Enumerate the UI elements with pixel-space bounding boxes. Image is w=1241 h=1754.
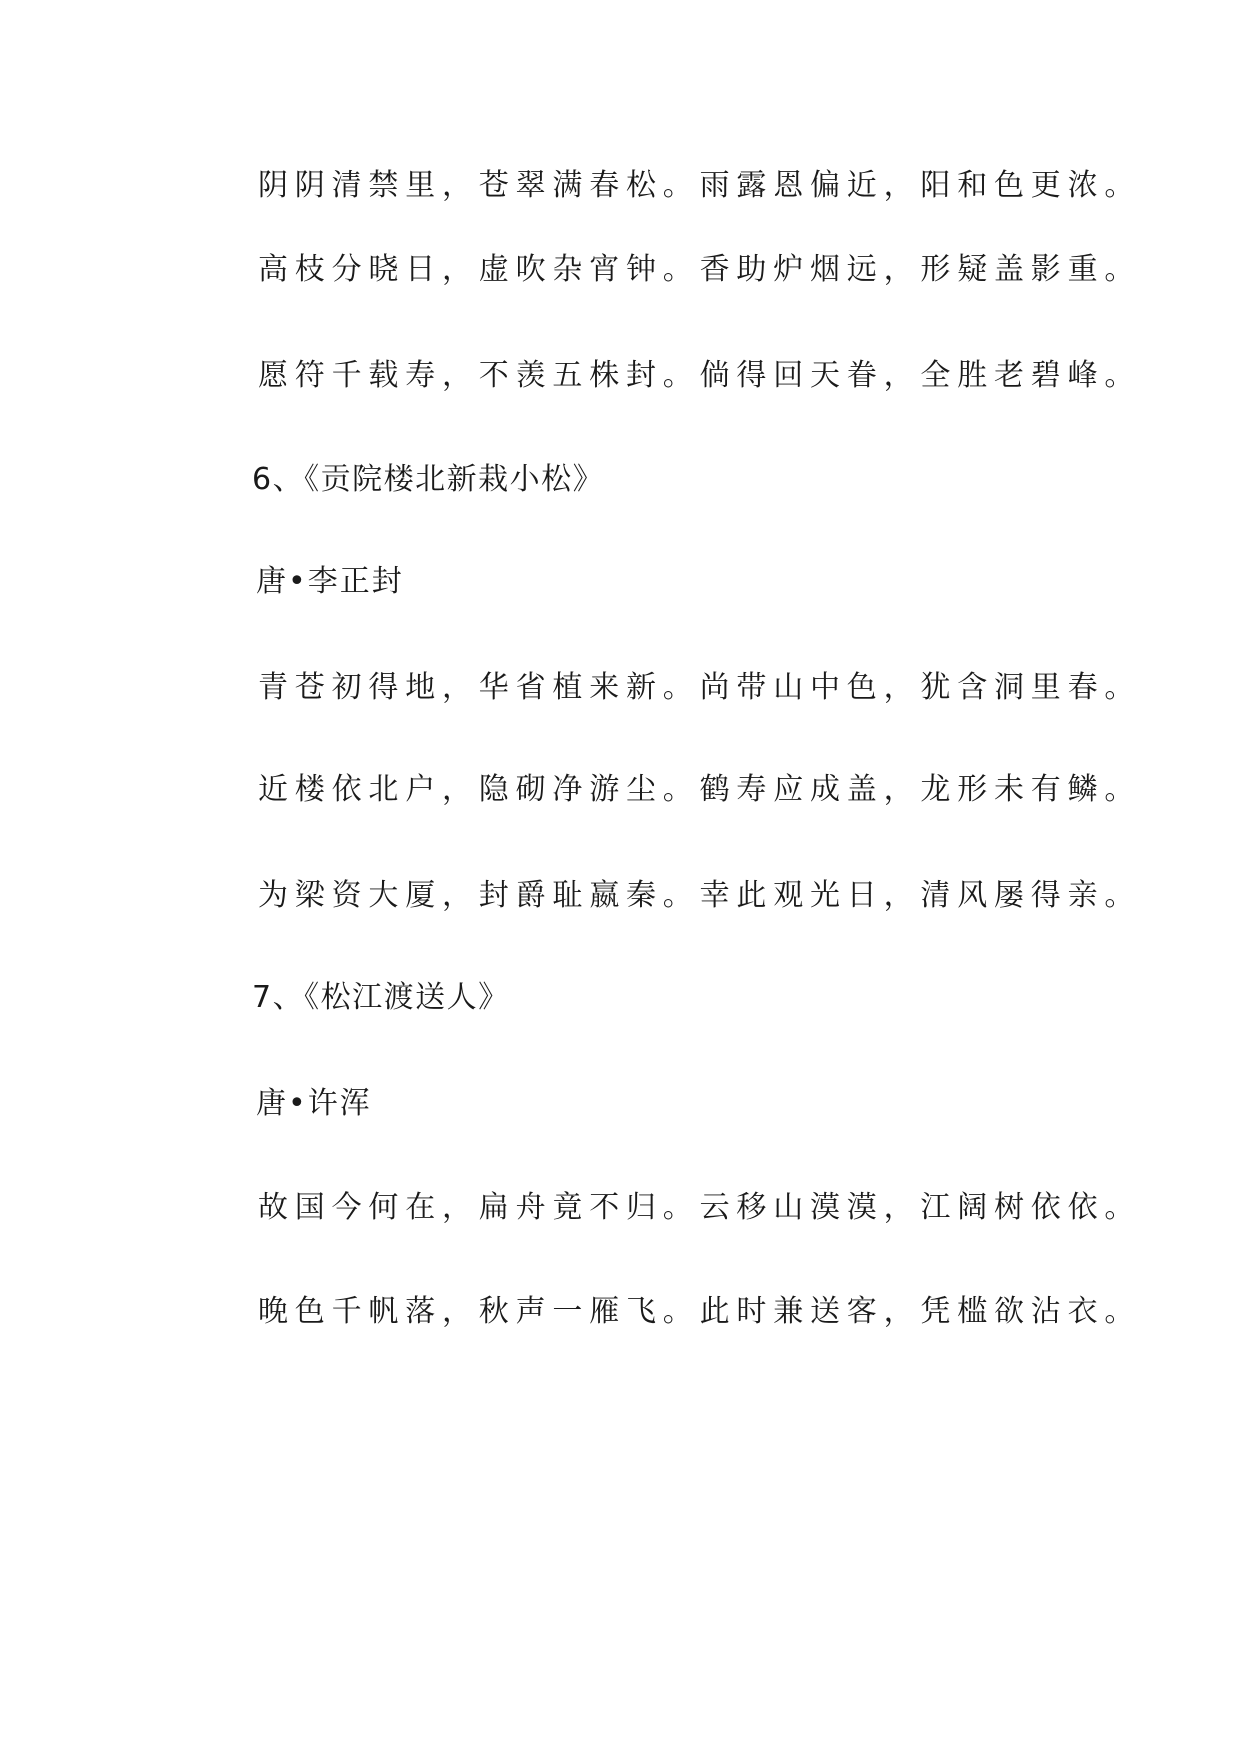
poem-title: 7、《松江渡送人》 (252, 980, 510, 1015)
poem-line: 阴阴清禁里，苍翠满春松。雨露恩偏近，阳和色更浓。 (258, 168, 1142, 203)
poem-line: 近楼依北户，隐砌净游尘。鹤寿应成盖，龙形未有鳞。 (258, 772, 1142, 807)
poem-line: 青苍初得地，华省植来新。尚带山中色，犹含洞里春。 (258, 670, 1142, 705)
poem-line: 故国今何在，扁舟竟不归。云移山漠漠，江阔树依依。 (258, 1190, 1142, 1225)
poem-author: 唐•许浑 (256, 1086, 372, 1121)
poem-line: 晚色千帆落，秋声一雁飞。此时兼送客，凭槛欲沾衣。 (258, 1294, 1142, 1329)
poem-line: 愿符千载寿，不羡五株封。倘得回天眷，全胜老碧峰。 (258, 358, 1142, 393)
poem-line: 高枝分晓日，虚吹杂宵钟。香助炉烟远，形疑盖影重。 (258, 252, 1142, 287)
poem-line: 为梁资大厦，封爵耻嬴秦。幸此观光日，清风屡得亲。 (258, 878, 1142, 913)
poem-title: 6、《贡院楼北新栽小松》 (252, 462, 605, 497)
poem-author: 唐•李正封 (256, 564, 404, 599)
